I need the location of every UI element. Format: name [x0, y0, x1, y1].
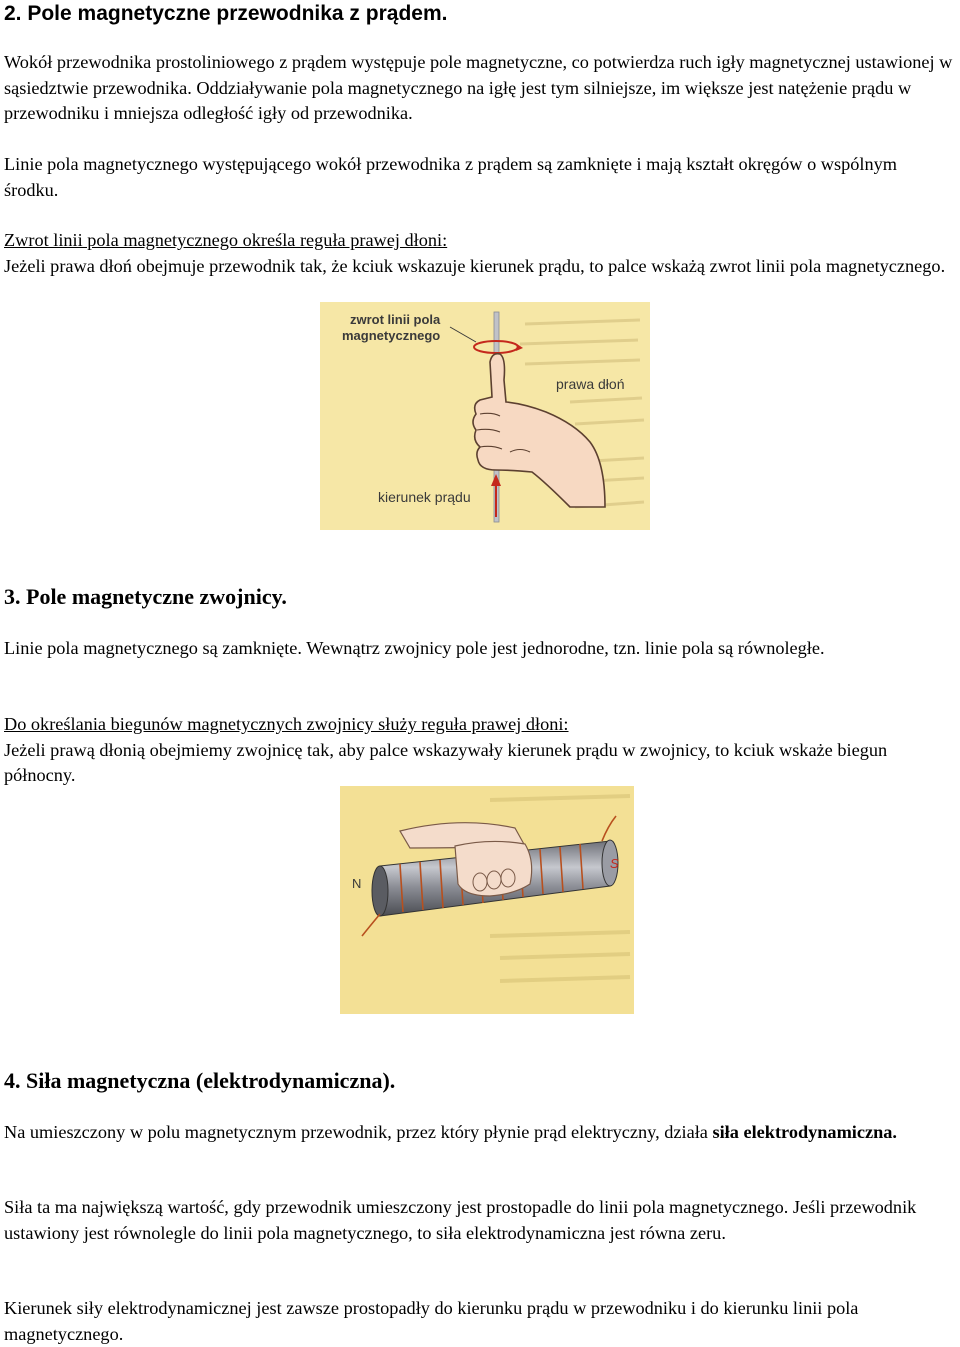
section-2-paragraph-1: Wokół przewodnika prostoliniowego z prądem występuje pole magnetyczne, co potwierdza ruch igły magnetycznej ustawionej w sąsiedztwie przewodnika. Oddziaływanie pola magnetycznego na igłę jest tym silniejsze, im większe jest natężenie prądu w przewodniku i mniejsza odległość igły od przewodnika.	[4, 52, 953, 123]
label-field-line-2: magnetycznego	[342, 328, 441, 343]
pole-n-label: N	[352, 876, 362, 891]
label-current-direction: kierunek prądu	[378, 489, 471, 505]
section-4-paragraph-1	[4, 1120, 954, 1146]
section-3-paragraph-1: Linie pola magnetycznego są zamknięte. Wewnątrz zwojnicy pole jest jednorodne, tzn. linie pola są równoległe.	[4, 638, 825, 658]
section-2-paragraph-2: Linie pola magnetycznego występującego wokół przewodnika z prądem są zamknięte i mają kształt okręgów o wspólnym środku.	[4, 154, 897, 200]
section-4-paragraph-3: Kierunek siły elektrodynamicznej jest zawsze prostopadły do kierunku prądu w przewodniku i do kierunku linii pola magnetycznego.	[4, 1298, 859, 1344]
solenoid-figure	[340, 786, 634, 1014]
right-hand-rule-title: Zwrot linii pola magnetycznego określa reguła prawej dłoni:	[4, 230, 448, 250]
section-4-paragraph-2: Siła ta ma największą wartość, gdy przewodnik umieszczony jest prostopadle do linii pola magnetycznego. Jeśli przewodnik ustawiony jest równolegle do linii pola magnetycznego, to siła elektrodynamiczna jest równa zeru.	[4, 1197, 917, 1243]
section-4-paragraph-1-text: Na umieszczony w polu magnetycznym przewodnik, przez który płynie prąd elektryczny, działa	[4, 1122, 713, 1142]
section-2-rule	[4, 228, 954, 279]
section-3-heading: 3. Pole magnetyczne zwojnicy.	[4, 584, 287, 609]
right-hand-rule-text: Jeżeli prawa dłoń obejmuje przewodnik tak, że kciuk wskazuje kierunek prądu, to palce wskażą zwrot linii pola magnetycznego.	[4, 255, 946, 276]
electrodynamic-force-term: siła elektrodynamiczna.	[712, 1122, 897, 1142]
solenoid-rule-title: Do określania biegunów magnetycznych zwojnicy służy reguła prawej dłoni:	[4, 714, 569, 734]
label-right-hand: prawa dłoń	[556, 376, 625, 392]
solenoid-rule-text: Jeżeli prawą dłonią obejmiemy zwojnicę tak, aby palce wskazywały kierunek prądu w zwojnicy, to kciuk wskaże biegun północny.	[4, 739, 888, 785]
section-2-heading: 2. Pole magnetyczne przewodnika z prądem.	[4, 2, 448, 25]
label-field-line-1: zwrot linii pola	[350, 312, 441, 327]
right-hand-rule-figure	[320, 302, 650, 530]
pole-s-label: S	[610, 856, 619, 871]
section-3-rule	[4, 712, 954, 789]
section-4-heading: 4. Siła magnetyczna (elektrodynamiczna).	[4, 1068, 396, 1093]
